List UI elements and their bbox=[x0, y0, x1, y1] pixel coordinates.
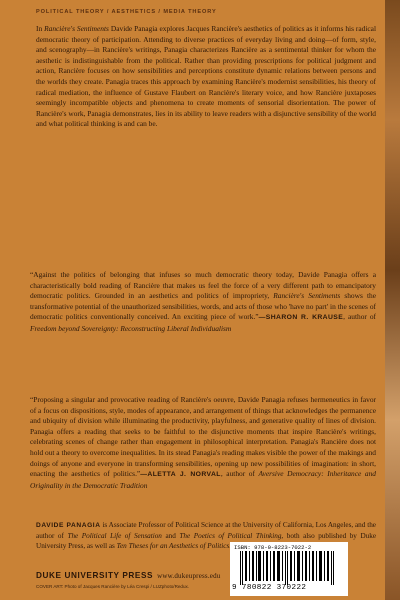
bio-text: is Associate Professor of Political Science at the University of California, Los Angeles, and the author of bbox=[36, 521, 376, 541]
book-title: Rancière's Sentiments bbox=[273, 291, 341, 301]
endorsement-norval bbox=[30, 395, 376, 491]
blurb-text: Davide Panagia explores Jacques Rancière's aesthetics of politics as it informs his radical democratic theory of participation. Attending to diverse practices of everyday living and doing—of form, style, and scenography—in Rancière's writings, Panagia characterizes Rancière as a sentimental thinker for whom the aesthetic is indistinguishable from the political. Rather than providing prescriptions for political judgment and action, Rancière focuses on how sensibilities and perceptions constitute dynamic relations between persons and the worlds they create. Panagia traces this approach by examining Rancière's modernist sensibilities, his theory of radical mediation, the influence of Gustave Flaubert on Rancière's literary voice, and how Rancière juxtaposes seemingly incompatible objects and phenomena to create moments of sensorial disorientation. The power of Rancière's work, Panagia demonstrates, lies in its ability to leave readers with a disjunctive sensibility of the world and what political thinking is and can be. bbox=[36, 24, 376, 129]
barcode-digits: 9 780822 370222 bbox=[232, 584, 307, 592]
quote-text: , author of bbox=[220, 469, 259, 479]
quote-text: “Proposing a singular and provocative reading of Rancière's oeuvre, Davide Panagia refuses hermeneutics in favor of a focus on dispositions, style, modes of appearance, and arrangement of things that acknowledges the permanence and ubiquity of division while illuminating the productivity, playfulness, and generative quality of lines of division. Panagia offers a reading that seeks to be faithful to the disjunctive moments that inspire Rancière's writings, celebrating scenes of change rather than engagement in philosophical interpretation. Panagia's Rancière does not hold out a theory to overcome inequalities. In its stead Panagia's reading makes visible the power of the makings and doings of anyone and everyone in transforming sensibilities, opening up new possibilities of imagination: in short, enacting the aesthetics of politics.” bbox=[30, 395, 376, 479]
endorsement-krause bbox=[30, 270, 376, 335]
quote-author: —ALETTA J. NORVAL bbox=[140, 471, 221, 479]
book-title: The Political Life of Sensation bbox=[67, 532, 162, 541]
quote-text: shows the transformative potential of the unauthorized sensibilities, words, and acts of those who 'have no part' in the scenes of democratic politics conventionally conceived. An exciting piece of work.” bbox=[30, 291, 376, 322]
cover-art-credit: COVER ART: Photo of Jacques Rancière by Léa Crespi / LUZphoto/Redux. bbox=[36, 584, 190, 589]
quote-text: “Against the politics of belonging that infuses so much democratic theory today, Davide Panagia offers a characteristically bold reading of Rancière that makes us feel the force of a very different path to emancipatory democratic politics. Grounded in an aesthetics and politics of impropriety, bbox=[30, 270, 376, 301]
barcode bbox=[230, 542, 348, 596]
publisher-line bbox=[36, 571, 221, 580]
author-book-title: Aversive Democracy: Inheritance and Originality in the Democratic Tradition bbox=[30, 469, 376, 490]
book-title: Ten Theses for an Aesthetics of Politics bbox=[116, 542, 230, 551]
author-book-title: Freedom beyond Sovereignty: Reconstructing Liberal Individualism bbox=[30, 323, 232, 333]
book-title: Rancière's Sentiments bbox=[44, 24, 109, 33]
book-title: The Poetics of Political Thinking bbox=[179, 532, 282, 541]
quote-text: , author of bbox=[343, 312, 376, 322]
isbn-label: ISBN: 978-0-8223-7022-2 bbox=[234, 544, 312, 551]
quote-author: —SHARON R. KRAUSE bbox=[258, 314, 344, 322]
bio-text: and bbox=[161, 532, 180, 541]
series-label: POLITICAL THEORY / AESTHETICS / MEDIA THEORY bbox=[36, 9, 217, 15]
cover-photo-edge bbox=[385, 0, 400, 600]
blurb-text: In bbox=[36, 24, 45, 33]
bio-text: , both also published by Duke University Press, as well as bbox=[36, 532, 377, 551]
author-name: DAVIDE PANAGIA bbox=[36, 522, 101, 529]
description-blurb bbox=[36, 24, 376, 130]
publisher-name: DUKE UNIVERSITY PRESS bbox=[36, 571, 154, 580]
publisher-website[interactable]: www.dukeupress.edu bbox=[157, 572, 221, 580]
barcode-bars bbox=[234, 551, 344, 585]
